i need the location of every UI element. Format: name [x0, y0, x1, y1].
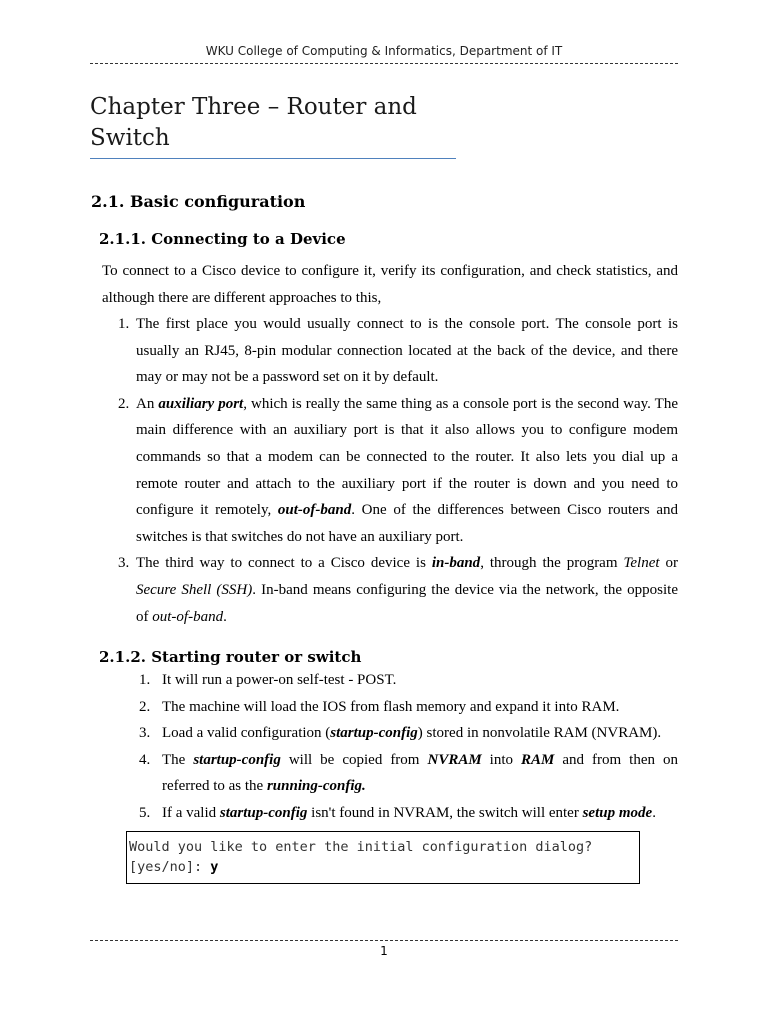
list-item	[110, 550, 678, 630]
console-prompt: [yes/no]:	[129, 859, 211, 875]
text-run: The third way to connect to a Cisco device is	[136, 555, 432, 572]
text-run: . In-band means configuring the device via the network, the opposite of	[136, 581, 678, 625]
list-number: 3.	[118, 555, 130, 572]
section-heading-starting-router: 2.1.2. Starting router or switch	[99, 648, 362, 666]
text-run: isn't found in NVRAM, the switch will enter	[307, 804, 583, 821]
text-run: The	[162, 751, 194, 768]
section-heading-connecting-to-device: 2.1.1. Connecting to a Device	[99, 230, 346, 248]
list-number: 3.	[139, 725, 151, 742]
text-run: Load a valid configuration (	[162, 725, 331, 742]
text-run: into	[481, 751, 522, 768]
list-item-text: The first place you would usually connect to is the console port. The console port is usually an RJ45, 8-pin modular connection located at the back of the device, and there may or may not be a password set on it by default.	[136, 316, 678, 386]
italic-telnet: Telnet	[623, 555, 660, 572]
text-run: and from then on referred to as the	[162, 751, 679, 795]
text-run: , through the program	[480, 555, 624, 572]
emphasis-startup-config: startup-config	[219, 804, 308, 821]
emphasis-nvram: NVRAM	[427, 751, 482, 768]
section-heading-basic-configuration: 2.1. Basic configuration	[91, 192, 306, 211]
list-item	[129, 694, 678, 721]
list-item	[129, 800, 678, 827]
emphasis-out-of-band: out-of-band	[277, 502, 352, 519]
connection-methods-list	[110, 311, 678, 630]
list-item-text: It will run a power-on self-test - POST.	[162, 672, 397, 688]
text-run: or	[659, 555, 678, 572]
console-line-1: Would you like to enter the initial configuration dialog?	[129, 839, 593, 855]
italic-ssh: Secure Shell (SSH)	[136, 581, 253, 598]
list-number: 2.	[139, 698, 151, 715]
list-item	[129, 720, 678, 747]
list-number: 1.	[118, 316, 130, 332]
header-divider	[90, 63, 678, 64]
text-run: , which is really the same thing as a console port is the second way. The main difference with an auxiliary port is that it also allows you to configure modem commands so that a modem can be connected to the router. It also lets you dial up a remote router and attach to the auxiliary port if the router is down and you need to configure it remotely,	[136, 395, 678, 519]
list-item-text: The machine will load the IOS from flash memory and expand it into RAM.	[162, 698, 620, 715]
text-run: .	[652, 804, 656, 821]
list-number: 5.	[139, 804, 151, 821]
list-number: 1.	[139, 672, 151, 688]
italic-out-of-band: out-of-band	[152, 608, 224, 625]
list-item	[129, 667, 678, 694]
list-number: 2.	[118, 395, 130, 412]
text-run: An	[136, 395, 159, 412]
text-run: will be copied from	[280, 751, 428, 768]
emphasis-ram: RAM	[521, 751, 555, 768]
list-item	[110, 391, 678, 551]
intro-paragraph: To connect to a Cisco device to configure it, verify its configuration, and check statistics, and although there are different approaches to this,	[102, 263, 678, 306]
list-item	[110, 311, 678, 391]
console-output-box	[126, 831, 640, 884]
text-run: If a valid	[162, 804, 220, 821]
list-item	[129, 747, 678, 800]
emphasis-startup-config: startup-config	[330, 725, 418, 742]
page-number: 1	[380, 944, 388, 958]
emphasis-in-band: in-band	[431, 555, 481, 572]
text-run: .	[223, 608, 227, 625]
list-number: 4.	[139, 751, 151, 768]
emphasis-running-config: running-config.	[266, 778, 366, 795]
text-run: . One of the differences between Cisco routers and switches is that switches do not have an auxiliary port.	[136, 502, 678, 545]
console-answer: y	[210, 859, 219, 875]
emphasis-startup-config: startup-config	[193, 751, 281, 768]
startup-steps-list	[129, 667, 678, 827]
page-header: WKU College of Computing & Informatics, Department of IT	[205, 44, 563, 58]
emphasis-auxiliary-port: auxiliary port	[158, 395, 244, 412]
text-run: ) stored in nonvolatile RAM (NVRAM).	[417, 725, 662, 742]
footer-divider	[90, 940, 678, 941]
chapter-title: Chapter Three – Router and Switch	[90, 92, 456, 159]
emphasis-setup-mode: setup mode	[582, 804, 653, 821]
